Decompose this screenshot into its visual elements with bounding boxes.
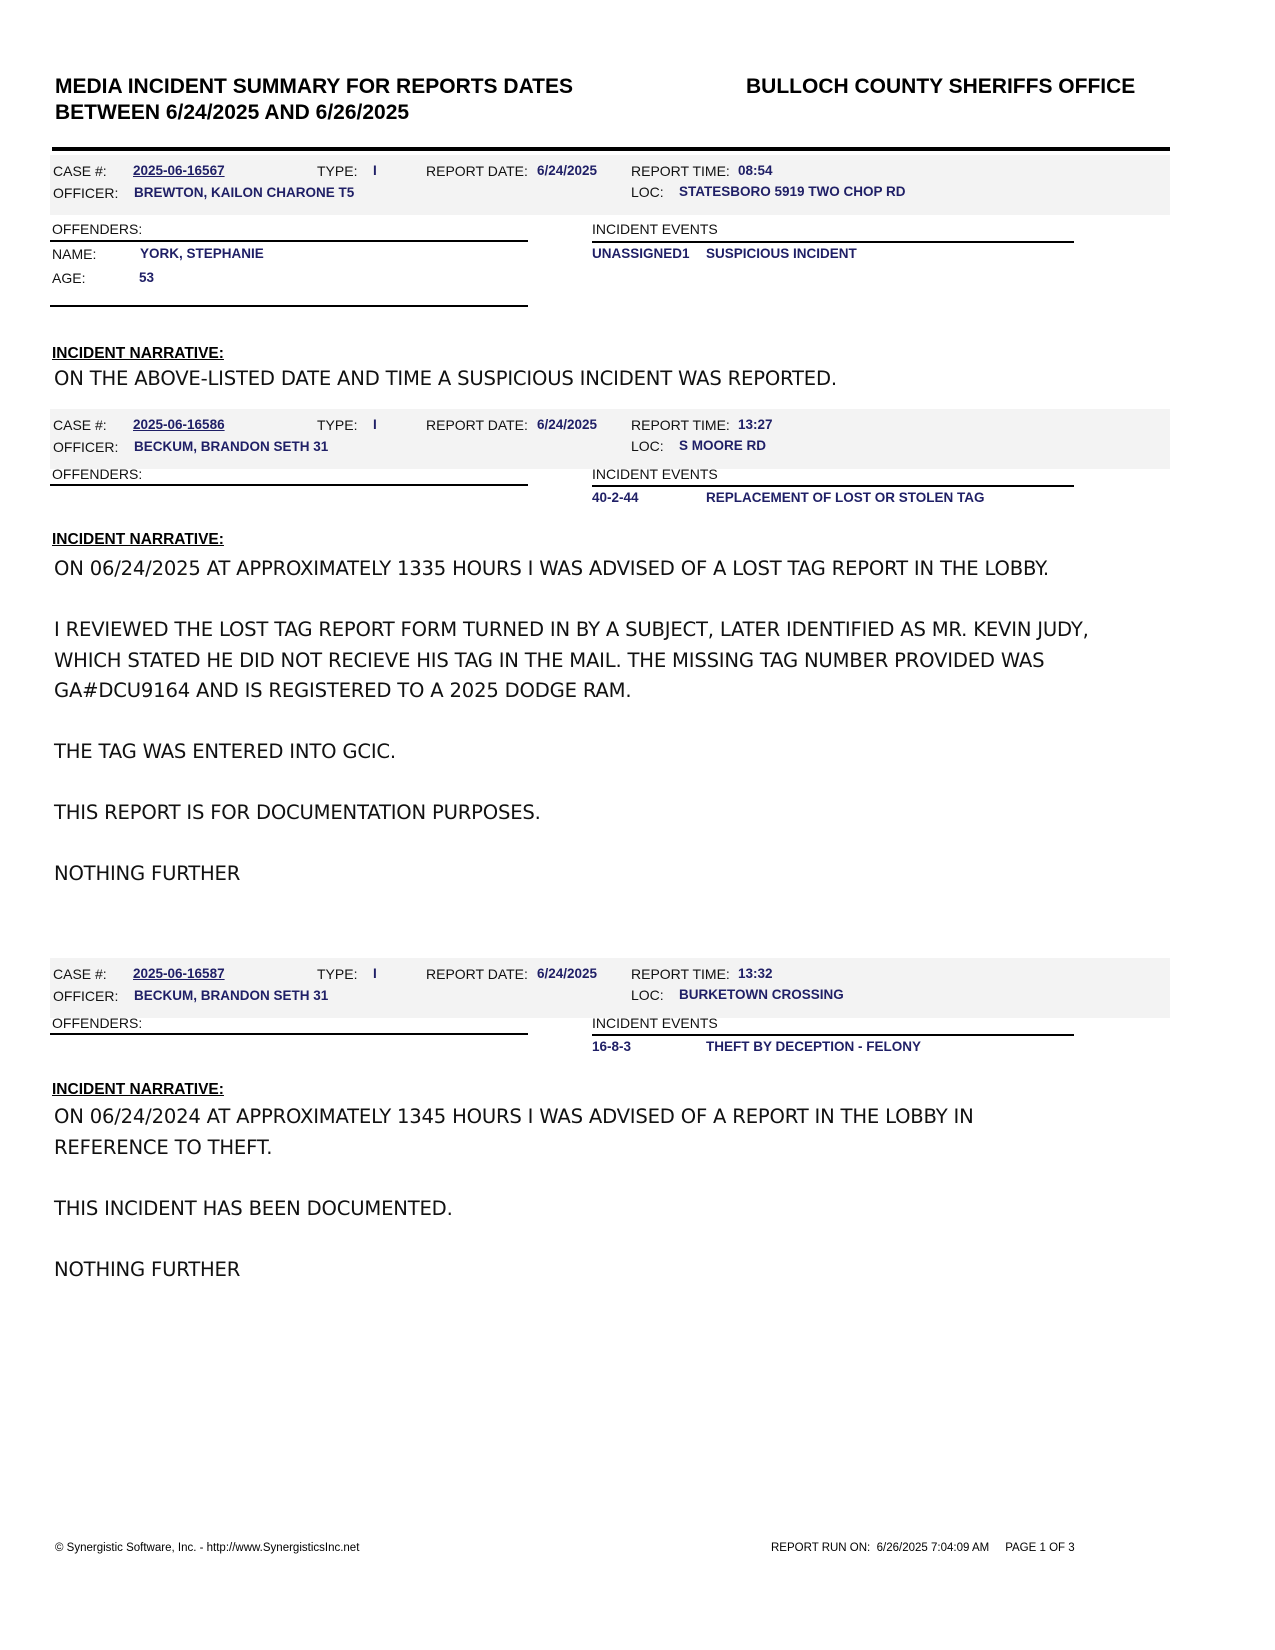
narrative-line: I REVIEWED THE LOST TAG REPORT FORM TURNED IN BY A SUBJECT, LATER IDENTIFIED AS MR. KEVIN JUDY, — [54, 618, 1089, 641]
officer-label: OFFICER: — [53, 439, 119, 455]
report-date-value: 6/24/2025 — [537, 163, 598, 178]
offenders-divider — [50, 1033, 528, 1035]
loc-label: LOC: — [631, 184, 664, 200]
offenders-label: OFFENDERS: — [52, 221, 143, 237]
report-date-value: 6/24/2025 — [537, 417, 598, 432]
report-time-value: 13:32 — [738, 966, 773, 981]
vendor-footer: © Synergistic Software, Inc. - http://www.SynergisticsInc.net — [55, 1542, 360, 1554]
offender-name-label: NAME: — [52, 246, 97, 262]
narrative-line: REFERENCE TO THEFT. — [54, 1135, 273, 1159]
incident-events-label: INCIDENT EVENTS — [592, 1015, 718, 1031]
case-label: CASE #: — [53, 966, 107, 982]
type-label: TYPE: — [317, 417, 358, 433]
narrative-line: THE TAG WAS ENTERED INTO GCIC. — [54, 740, 396, 763]
narrative-line: NOTHING FURTHER — [54, 862, 241, 885]
offenders-divider — [50, 484, 528, 486]
type-value: I — [373, 163, 377, 178]
narrative-heading: INCIDENT NARRATIVE: — [52, 531, 224, 548]
report-run-timestamp: 6/26/2025 7:04:09 AM — [876, 1542, 990, 1554]
type-label: TYPE: — [317, 966, 358, 982]
offender-age-value: 53 — [139, 270, 155, 285]
incident-events-divider — [592, 485, 1074, 487]
narrative-line: NOTHING FURTHER — [54, 1257, 241, 1281]
event-code: UNASSIGNED1 — [592, 246, 690, 261]
report-run-footer — [771, 1542, 1075, 1554]
event-code: 40-2-44 — [592, 490, 639, 505]
narrative-line: ON THE ABOVE-LISTED DATE AND TIME A SUSPICIOUS INCIDENT WAS REPORTED. — [54, 367, 837, 390]
offenders-label: OFFENDERS: — [52, 466, 143, 482]
loc-value: S MOORE RD — [679, 438, 767, 453]
event-description: SUSPICIOUS INCIDENT — [706, 246, 857, 261]
incident-events-label: INCIDENT EVENTS — [592, 221, 718, 237]
narrative-text — [54, 364, 1164, 395]
narrative-line: GA#DCU9164 AND IS REGISTERED TO A 2025 DODGE RAM. — [54, 679, 632, 702]
offenders-divider — [50, 240, 528, 242]
type-value: I — [373, 966, 377, 981]
event-code: 16-8-3 — [592, 1039, 632, 1054]
agency-name: BULLOCH COUNTY SHERIFFS OFFICE — [746, 75, 1136, 98]
case-label: CASE #: — [53, 417, 107, 433]
narrative-line: THIS INCIDENT HAS BEEN DOCUMENTED. — [54, 1196, 453, 1220]
event-description: THEFT BY DECEPTION - FELONY — [706, 1039, 922, 1054]
type-label: TYPE: — [317, 163, 358, 179]
narrative-heading: INCIDENT NARRATIVE: — [52, 345, 224, 362]
report-title — [55, 74, 573, 126]
case-number-link[interactable]: 2025-06-16587 — [133, 966, 225, 981]
type-value: I — [373, 417, 377, 432]
case-number-link[interactable]: 2025-06-16567 — [133, 163, 225, 178]
narrative-text — [54, 1102, 1164, 1285]
case-number-link[interactable]: 2025-06-16586 — [133, 417, 225, 432]
report-time-label: REPORT TIME: — [631, 163, 730, 179]
loc-value: STATESBORO 5919 TWO CHOP RD — [679, 184, 906, 199]
officer-value: BECKUM, BRANDON SETH 31 — [134, 988, 329, 1003]
offender-name-value: YORK, STEPHANIE — [140, 246, 264, 261]
loc-label: LOC: — [631, 438, 664, 454]
officer-label: OFFICER: — [53, 185, 119, 201]
narrative-line: ON 06/24/2024 AT APPROXIMATELY 1345 HOURS I WAS ADVISED OF A REPORT IN THE LOBBY IN — [54, 1105, 974, 1128]
narrative-text — [54, 554, 1164, 890]
report-date-label: REPORT DATE: — [426, 163, 528, 179]
case-label: CASE #: — [53, 163, 107, 179]
report-time-value: 13:27 — [738, 417, 773, 432]
offenders-label: OFFENDERS: — [52, 1015, 143, 1031]
loc-label: LOC: — [631, 987, 664, 1003]
incident-events-divider — [592, 1034, 1074, 1036]
narrative-line: WHICH STATED HE DID NOT RECIEVE HIS TAG IN THE MAIL. THE MISSING TAG NUMBER PROVIDED WAS — [54, 648, 1045, 672]
event-description: REPLACEMENT OF LOST OR STOLEN TAG — [706, 490, 985, 505]
report-time-value: 08:54 — [738, 163, 773, 178]
narrative-heading: INCIDENT NARRATIVE: — [52, 1081, 224, 1098]
report-date-label: REPORT DATE: — [426, 417, 528, 433]
officer-value: BECKUM, BRANDON SETH 31 — [134, 439, 329, 454]
offender-age-label: AGE: — [52, 270, 86, 286]
report-date-label: REPORT DATE: — [426, 966, 528, 982]
report-time-label: REPORT TIME: — [631, 417, 730, 433]
report-date-value: 6/24/2025 — [537, 966, 598, 981]
header-divider — [52, 147, 1170, 151]
incident-events-divider — [592, 241, 1074, 243]
officer-label: OFFICER: — [53, 988, 119, 1004]
page-number: PAGE 1 OF 3 — [1005, 1542, 1075, 1554]
report-time-label: REPORT TIME: — [631, 966, 730, 982]
loc-value: BURKETOWN CROSSING — [679, 987, 844, 1002]
report-run-label: REPORT RUN ON: — [771, 1542, 871, 1554]
incident-events-label: INCIDENT EVENTS — [592, 466, 718, 482]
report-title-line2: BETWEEN 6/24/2025 AND 6/26/2025 — [55, 101, 410, 124]
report-title-line1: MEDIA INCIDENT SUMMARY FOR REPORTS DATES — [55, 75, 574, 98]
narrative-line: ON 06/24/2025 AT APPROXIMATELY 1335 HOURS I WAS ADVISED OF A LOST TAG REPORT IN THE LOBBY. — [54, 557, 1049, 580]
officer-value: BREWTON, KAILON CHARONE T5 — [134, 185, 355, 200]
offenders-bottom-divider — [50, 305, 528, 307]
narrative-line: THIS REPORT IS FOR DOCUMENTATION PURPOSES. — [54, 801, 541, 824]
